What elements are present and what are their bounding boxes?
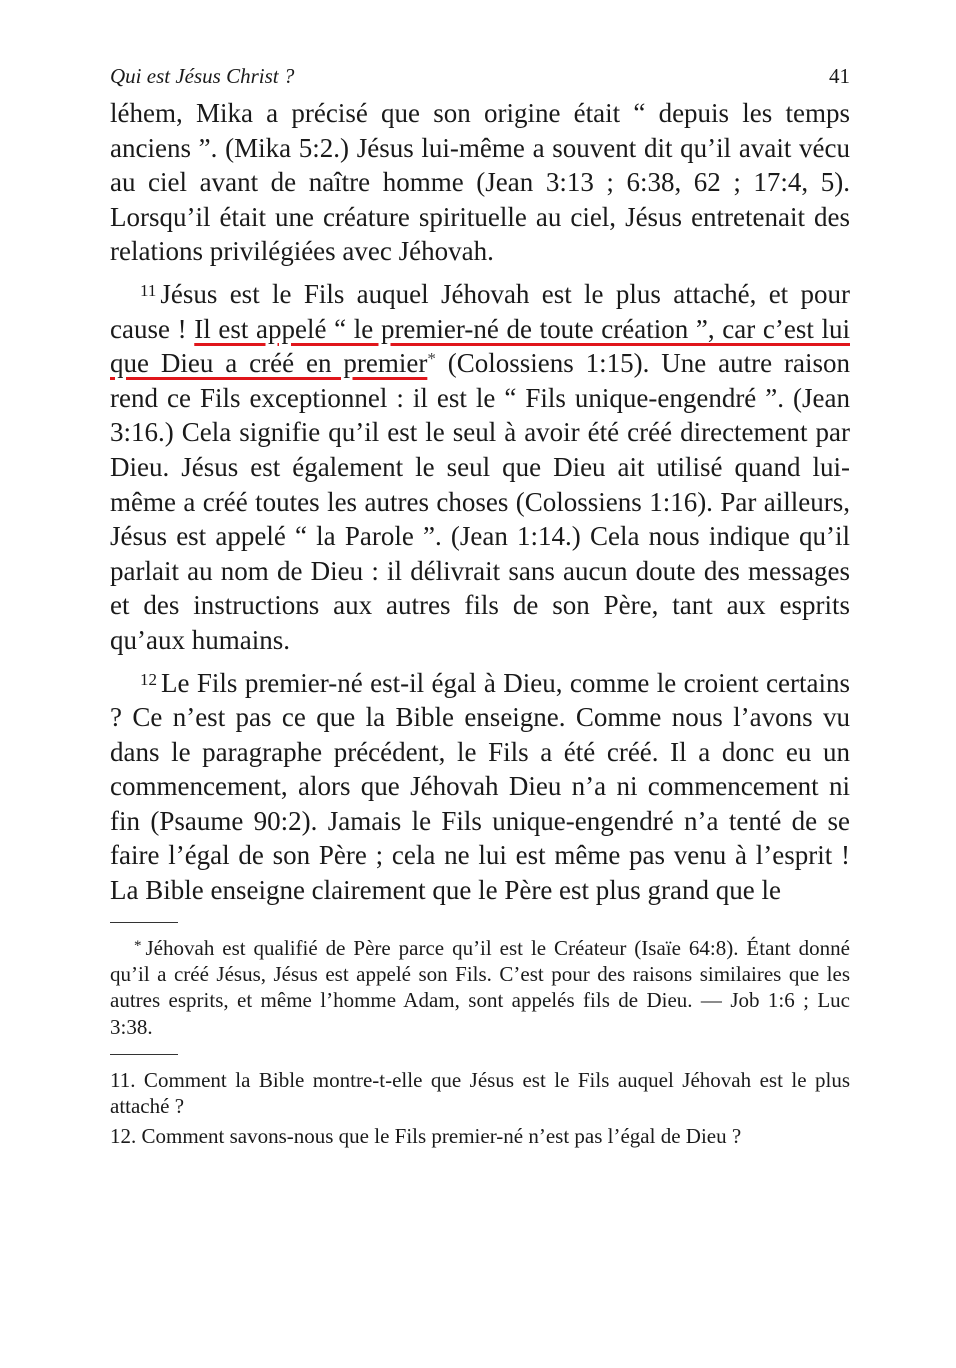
footnote bbox=[110, 935, 850, 1040]
page-number: 41 bbox=[829, 64, 850, 88]
underlined-highlight: Il est appelé “ le premier-né de toute création ”, car c’est lui que Dieu a créé en premier bbox=[110, 313, 850, 379]
questions-divider bbox=[110, 1054, 178, 1055]
paragraph-text: Jésus est le Fils auquel Jéhovah est le plus attaché, et pour cause ! bbox=[110, 278, 850, 344]
paragraph-12 bbox=[110, 666, 850, 908]
running-head bbox=[110, 56, 850, 92]
body-text bbox=[110, 96, 850, 908]
paragraph-text: (Colossiens 1:15). Une autre raison rend ce Fils exceptionnel : il est le “ Fils unique-engendré ”. (Jean 3:16.) Cela signifie qu’il est le seul à avoir été créé directement par Dieu. Jésus est également le seul que Dieu ait utilisé quand lui-même a créé toutes les autres choses (Colossiens 1:16). Par ailleurs, Jésus est appelé “ la Parole ”. (Jean 1:14.) Cela nous indique qu’il parlait au nom de Dieu : il délivrait sans aucun doute des messages et des instructions aux autres fils de son Père, tant aux esprits qu’aux humains. bbox=[110, 348, 850, 655]
footnote-text: Jéhovah est qualifié de Père parce qu’il est le Créateur (Isaïe 64:8). Étant donné qu’il a créé Jésus, Jésus est appelé son Fils. C’est pour des raisons similaires que les autres esprits, et même l’homme Adam, sont appelés fils de Dieu. — Job 1:6 ; Luc 3:38. bbox=[110, 935, 850, 1039]
paragraph-text: Le Fils premier-né est-il égal à Dieu, comme le croient certains ? Ce n’est pas ce que la Bible enseigne. Comme nous l’avons vu dans le paragraphe précédent, le Fils a été créé. Il a donc eu un commencement, alors que Jéhovah Dieu n’a ni commencement ni fin (Psaume 90:2). Jamais le Fils unique-engendré n’a tenté de se faire l’égal de son Père ; cela ne lui est même pas venu à l’esprit ! La Bible enseigne clairement que le Père est plus grand que le bbox=[110, 667, 850, 906]
book-page bbox=[110, 56, 850, 1150]
paragraph-number: 11 bbox=[140, 280, 157, 300]
paragraph-11 bbox=[110, 277, 850, 658]
paragraph-continuation: léhem, Mika a précisé que son origine était “ depuis les temps anciens ”. (Mika 5:2.) Jésus lui-même a souvent dit qu’il avait vécu au ciel avant de naître homme (Jean 3:13 ; 6:38, 62 ; 17:4, 5). Lorsqu’il était une créature spirituelle au ciel, Jésus entretenait des relations privilégiées avec Jéhovah. bbox=[110, 98, 850, 267]
footnote-divider bbox=[110, 922, 178, 923]
footnote-reference[interactable]: * bbox=[427, 349, 436, 369]
chapter-title: Qui est Jésus Christ ? bbox=[110, 64, 295, 88]
question-12: 12. Comment savons-nous que le Fils premier-né n’est pas l’égal de Dieu ? bbox=[110, 1124, 742, 1149]
footnote-mark: * bbox=[134, 937, 142, 954]
paragraph-number: 12 bbox=[140, 669, 157, 689]
question-11: 11. Comment la Bible montre-t-elle que Jésus est le Fils auquel Jéhovah est le plus attaché ? bbox=[110, 1067, 850, 1119]
study-questions bbox=[110, 1067, 850, 1150]
